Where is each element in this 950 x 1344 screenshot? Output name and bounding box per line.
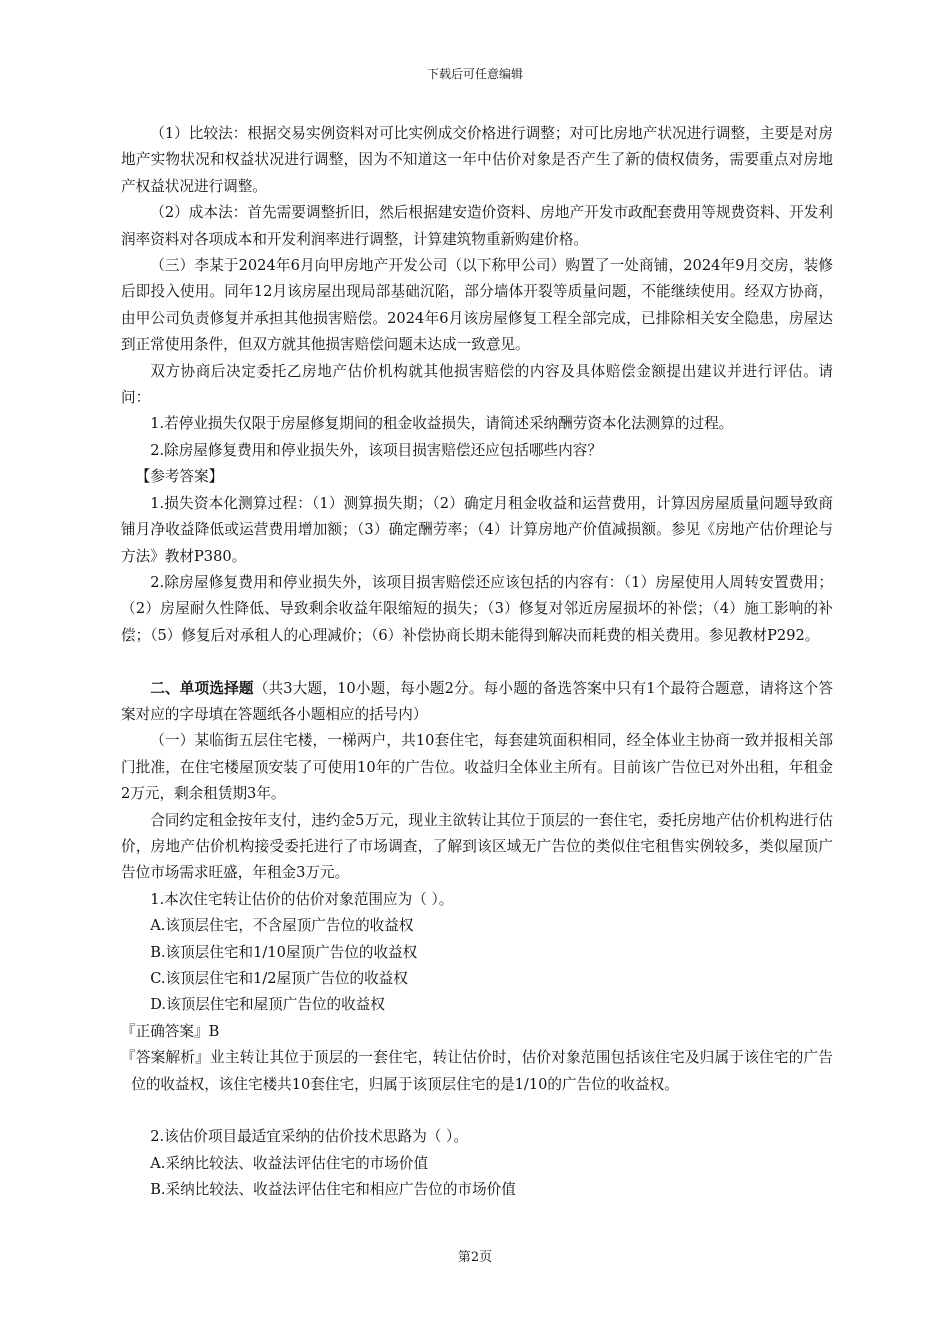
paragraph-contract: 合同约定租金按年支付，违约金5万元，现业主欲转让其位于顶层的一套住宅，委托房地产估价机构进行估价，房地产估价机构接受委托进行了市场调查，了解到该区域无广告位的类似住宅租售实例较多，类似屋顶广告位市场需求旺盛，年租金3万元。 [121,811,833,882]
page-number: 第2页 [457,1250,493,1265]
question-1: 1.若停业损失仅限于房屋修复期间的租金收益损失，请简述采纳酬劳资本化法测算的过程。 [150,415,734,433]
mc-option-b: B.该顶层住宅和1/10屋顶广告位的收益权 [150,943,418,961]
mc-question-2-option-a: A.采纳比较法、收益法评估住宅的市场价值 [150,1154,429,1172]
mc-question-1: 1.本次住宅转让估价的估价对象范围应为（ ）。 [150,890,454,908]
reference-answer-heading: 【参考答案】 [135,468,224,486]
paragraph-commission: 双方协商后决定委托乙房地产估价机构就其他损害赔偿的内容及具体赔偿金额提出建议并进行评估。请问： [121,362,833,407]
paragraph-cost-method: （2）成本法：首先需要调整折旧，然后根据建安造价资料、房地产开发市政配套费用等规费资料、开发利润率资料对各项成本和开发利润率进行调整，计算建筑物重新购建价格。 [121,204,833,248]
mc-option-a: A.该顶层住宅，不含屋顶广告位的收益权 [150,917,414,935]
answer-2: 2.除房屋修复费用和停业损失外，该项目损害赔偿还应该包括的内容有：（1）房屋使用人周转安置费用；（2）房屋耐久性降低、导致剩余收益年限缩短的损失；（3）修复对邻近房屋损坏的补偿；（4）施工影响的补偿；（5）修复后对承租人的心理减价；（6）补偿协商长期未能得到解决而耗费的相关费用。参见教材P292。 [121,573,833,644]
paragraph-case-three: （三）李某于2024年6月向甲房地产开发公司（以下称甲公司）购置了一处商铺，2024年9月交房，装修后即投入使用。同年12月该房屋出现局部基础沉陷，部分墙体开裂等质量问题，不能继续使用。经双方协商，由甲公司负责修复并承担其他损害赔偿。2024年6月该房屋修复工程全部完成，已排除相关安全隐患，房屋达到正常使用条件，但双方就其他损害赔偿问题未达成一致意见。 [121,257,833,354]
paragraph-comparison-method: （1）比较法：根据交易实例资料对可比实例成交价格进行调整；对可比房地产状况进行调整，主要是对房地产实物状况和权益状况进行调整，因为不知道这一年中估价对象是否产生了新的债权债务，需要重点对房地产权益状况进行调整。 [121,125,833,195]
section-two-intro [121,676,833,729]
section-two-description: （共3大题，10小题，每小题2分。每小题的备选答案中只有1个最符合题意，请将这个答案对应的字母填在答题纸各小题相应的括号内） [121,679,833,723]
answer-1: 1.损失资本化测算过程：（1）测算损失期；（2）确定月租金收益和运营费用，计算因房屋质量问题导致商铺月净收益降低或运营费用增加额；（3）确定酬劳率；（4）计算房地产价值减损额。参见《房地产估价理论与方法》教材P380。 [121,494,833,565]
mc-question-2: 2.该估价项目最适宜采纳的估价技术思路为（ ）。 [150,1128,468,1146]
answer-explanation: 『答案解析』业主转让其位于顶层的一套住宅，转让估价时，估价对象范围包括该住宅及归属于该住宅的广告位的收益权，该住宅楼共10套住宅，归属于该顶层住宅的是1/10的广告位的收益权。 [121,1049,833,1093]
correct-answer: 『正确答案』B [121,1022,220,1040]
blank-line [121,649,833,675]
question-2: 2.除房屋修复费用和停业损失外，该项目损害赔偿还应包括哪些内容？ [150,441,602,459]
mc-option-d: D.该顶层住宅和屋顶广告位的收益权 [150,996,385,1014]
section-two-title: 二、单项选择题 [150,679,254,697]
mc-option-c: C.该顶层住宅和1/2屋顶广告位的收益权 [150,969,408,987]
document-body [121,121,833,1204]
paragraph-case-one: （一）某临街五层住宅楼，一梯两户，共10套住宅，每套建筑面积相同，经全体业主协商一致并报相关部门批准，在住宅楼屋顶安装了可使用10年的广告位。收益归全体业主所有。目前该广告位已对外出租，年租金2万元，剩余租赁期3年。 [121,732,833,803]
mc-question-2-option-b: B.采纳比较法、收益法评估住宅和相应广告位的市场价值 [150,1181,516,1199]
blank-line [121,1098,833,1124]
page-header: 下载后可任意编辑 [426,67,523,81]
